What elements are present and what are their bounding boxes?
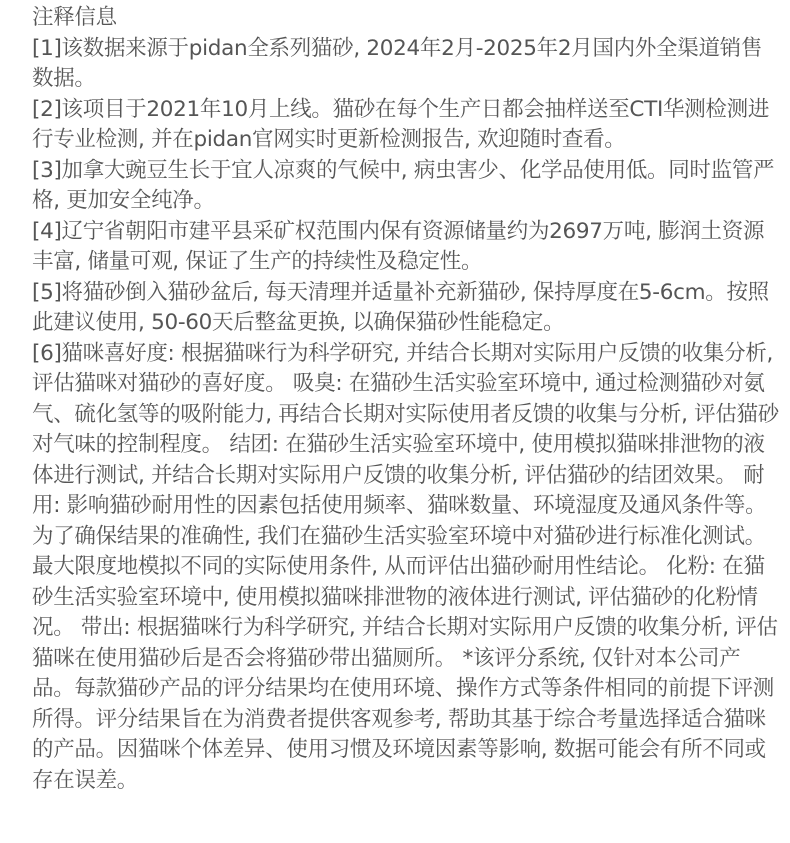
note-3: [3]加拿大豌豆生长于宜人凉爽的气候中, 病虫害少、化学品使用低。同时监管严格, 更加安全纯净。 — [32, 157, 775, 213]
note-4: [4]辽宁省朝阳市建平县采矿权范围内保有资源储量约为2697万吨, 膨润土资源丰富, 储量可观, 保证了生产的持续性及稳定性。 — [32, 218, 765, 274]
notes-title: 注释信息 — [32, 5, 117, 30]
note-1: [1]该数据来源于pidan全系列猫砂, 2024年2月-2025年2月国内外全渠道销售数据。 — [32, 35, 763, 91]
annotation-notes — [32, 3, 780, 796]
note-6: [6]猫咪喜好度: 根据猫咪行为科学研究, 并结合长期对实际用户反馈的收集分析, 评估猫咪对猫砂的喜好度。 吸臭: 在猫砂生活实验室环境中, 通过检测猫砂对氨气、硫化氢等的吸附能力, 再结合长期对实际使用者反馈的收集与分析, 评估猫砂对气味的控制程度。 结团: 在猫砂生活实验室环境中, 使用模拟猫咪排泄物的液体进行测试, 并结合长期对实际用户反馈的收集分析, 评估猫砂的结团效果。 耐用: 影响猫砂耐用性的因素包括使用频率、猫咪数量、环境湿度及通风条件等。为了确保结果的准确性, 我们在猫砂生活实验室环境中对猫砂进行标准化测试。最大限度地模拟不同的实际使用条件, 从而评估出猫砂耐用性结论。 化粉: 在猫砂生活实验室环境中, 使用模拟猫咪排泄物的液体进行测试, 评估猫砂的化粉情况。 带出: 根据猫咪行为科学研究, 并结合长期对实际用户反馈的收集分析, 评估猫咪在使用猫砂后是否会将猫砂带出猫厕所。 *该评分系统, 仅针对本公司产品。每款猫砂产品的评分结果均在使用环境、操作方式等条件相同的前提下评测所得。评分结果旨在为消费者提供客观参考, 帮助其基于综合考量选择适合猫咪的产品。因猫咪个体差异、使用习惯及环境因素等影响, 数据可能会有所不同或存在误差。 — [32, 340, 779, 793]
note-5: [5]将猫砂倒入猫砂盆后, 每天清理并适量补充新猫砂, 保持厚度在5-6cm。按照此建议使用, 50-60天后整盆更换, 以确保猫砂性能稳定。 — [32, 279, 769, 335]
note-2: [2]该项目于2021年10月上线。猫砂在每个生产日都会抽样送至CTI华测检测进行专业检测, 并在pidan官网实时更新检测报告, 欢迎随时查看。 — [32, 96, 770, 152]
